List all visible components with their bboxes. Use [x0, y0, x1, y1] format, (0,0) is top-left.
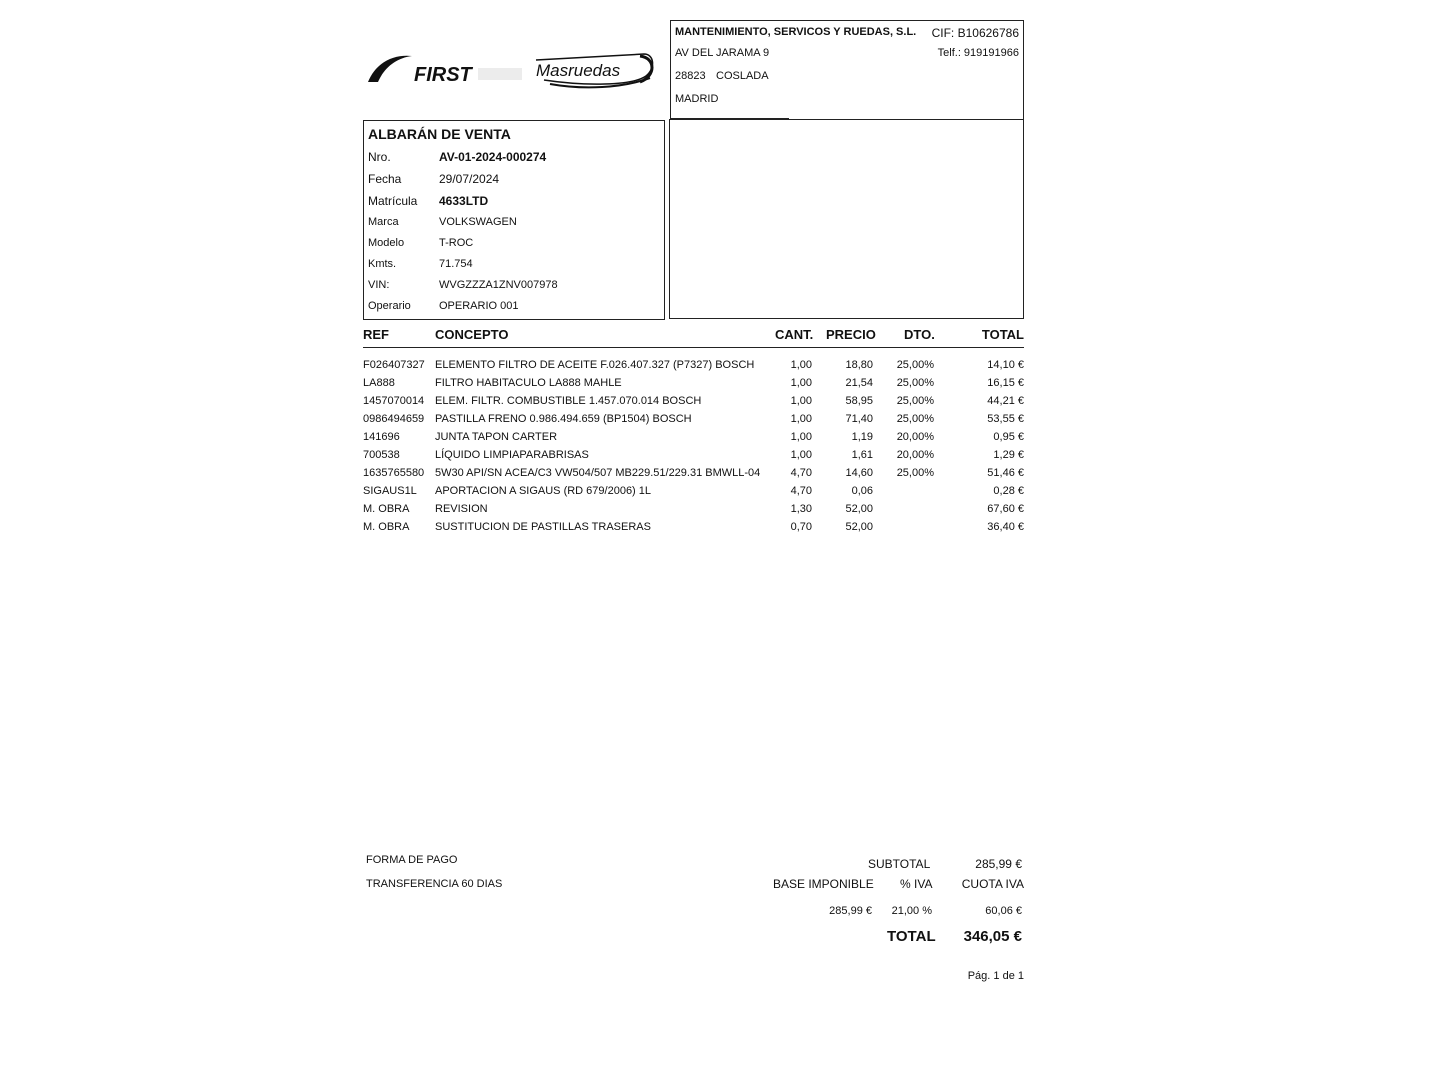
cell-dto: 20,00%	[896, 449, 934, 461]
cell-precio: 58,95	[845, 395, 873, 407]
table-row	[363, 377, 1024, 395]
cell-concepto: ELEMENTO FILTRO DE ACEITE F.026.407.327 (P7327) BOSCH	[435, 359, 755, 371]
cell-concepto: REVISION	[435, 503, 488, 515]
field-value-nro: AV-01-2024-000274	[439, 150, 547, 164]
header-concepto: CONCEPTO	[435, 327, 509, 342]
field-label: Operario	[368, 300, 411, 312]
cell-dto: 25,00%	[896, 359, 934, 371]
customer-address-box	[669, 119, 1024, 319]
header-precio: PRECIO	[826, 327, 876, 342]
cell-ref: 1457070014	[363, 395, 425, 407]
company-address: AV DEL JARAMA 9	[675, 47, 770, 59]
field-row-modelo	[368, 237, 660, 257]
cell-ref: 1635765580	[363, 467, 425, 479]
cell-total: 0,28 €	[993, 485, 1024, 497]
table-row	[363, 485, 1024, 503]
cell-concepto: ELEM. FILTR. COMBUSTIBLE 1.457.070.014 BOSCH	[435, 395, 702, 407]
field-value-matricula: 4633LTD	[439, 194, 489, 208]
field-label: VIN:	[368, 279, 390, 291]
field-label: Kmts.	[368, 258, 397, 270]
cell-cant: 4,70	[790, 467, 812, 479]
table-row	[363, 521, 1024, 539]
field-label: Matrícula	[368, 194, 418, 208]
company-phone: Telf.: 919191966	[937, 47, 1019, 59]
cell-cant: 4,70	[790, 485, 812, 497]
total-value: 346,05 €	[963, 928, 1022, 945]
cell-cant: 1,00	[790, 377, 812, 389]
cell-concepto: 5W30 API/SN ACEA/C3 VW504/507 MB229.51/229.31 BMWLL-04	[435, 467, 761, 479]
cell-concepto: FILTRO HABITACULO LA888 MAHLE	[435, 377, 622, 389]
field-value-marca: VOLKSWAGEN	[439, 216, 517, 228]
cell-total: 36,40 €	[987, 521, 1024, 533]
company-postal-code: 28823	[675, 70, 706, 82]
header-cant: CANT.	[775, 327, 814, 342]
cell-cant: 1,00	[790, 413, 812, 425]
field-value-fecha: 29/07/2024	[439, 172, 500, 186]
cell-ref: 0986494659	[363, 413, 425, 425]
cell-dto: 25,00%	[896, 413, 934, 425]
company-province: MADRID	[675, 93, 719, 105]
field-value-modelo: T-ROC	[439, 237, 474, 249]
cell-dto: 25,00%	[896, 467, 934, 479]
cell-total: 51,46 €	[987, 467, 1024, 479]
base-imponible-value: 285,99 €	[829, 905, 872, 917]
field-row-marca	[368, 216, 660, 236]
cell-dto: 25,00%	[896, 395, 934, 407]
cell-concepto: SUSTITUCION DE PASTILLAS TRASERAS	[435, 521, 651, 533]
table-row	[363, 395, 1024, 413]
logo-masruedas-text: Masruedas	[536, 61, 621, 80]
cell-total: 44,21 €	[987, 395, 1024, 407]
cell-cant: 1,00	[790, 395, 812, 407]
cell-dto: 25,00%	[896, 377, 934, 389]
cell-precio: 1,61	[851, 449, 873, 461]
cuota-iva-label: CUOTA IVA	[961, 877, 1024, 891]
field-row-kmts	[368, 258, 660, 278]
page-number: Pág. 1 de 1	[967, 970, 1024, 982]
company-info-box	[670, 20, 1024, 119]
cell-total: 16,15 €	[987, 377, 1024, 389]
cell-total: 53,55 €	[987, 413, 1024, 425]
cell-dto: 20,00%	[896, 431, 934, 443]
field-row-matricula	[368, 194, 660, 214]
field-value-operario: OPERARIO 001	[439, 300, 519, 312]
field-label: Nro.	[368, 150, 391, 164]
payment-method-label: FORMA DE PAGO	[366, 854, 458, 866]
logo-first-text: FIRST	[414, 64, 472, 86]
company-city: COSLADA	[716, 70, 769, 82]
table-row	[363, 413, 1024, 431]
base-imponible-label: BASE IMPONIBLE	[773, 877, 874, 891]
header-total: TOTAL	[981, 327, 1024, 342]
cell-precio: 71,40	[845, 413, 873, 425]
table-row	[363, 449, 1024, 467]
field-row-vin	[368, 279, 660, 299]
payment-method-value: TRANSFERENCIA 60 DIAS	[366, 878, 503, 890]
cell-cant: 1,00	[790, 431, 812, 443]
cell-total: 14,10 €	[987, 359, 1024, 371]
subtotal-value: 285,99 €	[975, 857, 1022, 871]
cell-concepto: PASTILLA FRENO 0.986.494.659 (BP1504) BOSCH	[435, 413, 692, 425]
table-row	[363, 431, 1024, 449]
cell-precio: 1,19	[851, 431, 873, 443]
cell-precio: 21,54	[845, 377, 873, 389]
cell-ref: M. OBRA	[363, 521, 410, 533]
cell-precio: 52,00	[845, 503, 873, 515]
cell-ref: 700538	[363, 449, 400, 461]
subtotal-label: SUBTOTAL	[868, 857, 931, 871]
cell-ref: LA888	[363, 377, 395, 389]
company-cif: CIF: B10626786	[931, 26, 1019, 40]
cell-precio: 0,06	[851, 485, 873, 497]
cell-total: 0,95 €	[993, 431, 1024, 443]
field-value-vin: WVGZZZA1ZNV007978	[439, 279, 558, 291]
field-row-fecha	[368, 172, 660, 192]
albaran-title: ALBARÁN DE VENTA	[368, 126, 511, 142]
cell-concepto: LÍQUIDO LIMPIAPARABRISAS	[435, 449, 589, 461]
cell-total: 67,60 €	[987, 503, 1024, 515]
field-value-kmts: 71.754	[439, 258, 473, 270]
field-label: Marca	[368, 216, 399, 228]
cell-ref: 141696	[363, 431, 400, 443]
cell-concepto: APORTACION A SIGAUS (RD 679/2006) 1L	[435, 485, 652, 497]
cell-cant: 1,30	[790, 503, 812, 515]
header-dto: DTO.	[904, 327, 935, 342]
cell-total: 1,29 €	[993, 449, 1024, 461]
cell-ref: SIGAUS1L	[363, 485, 417, 497]
cell-cant: 0,70	[790, 521, 812, 533]
albaran-info-box	[363, 120, 665, 320]
table-row	[363, 467, 1024, 485]
cuota-iva-value: 60,06 €	[985, 905, 1022, 917]
field-label: Modelo	[368, 237, 405, 249]
iva-pct-label: % IVA	[900, 877, 933, 891]
cell-cant: 1,00	[790, 449, 812, 461]
cell-precio: 14,60	[845, 467, 873, 479]
cell-ref: M. OBRA	[363, 503, 410, 515]
iva-pct-value: 21,00 %	[891, 905, 932, 917]
cell-concepto: JUNTA TAPON CARTER	[435, 431, 558, 443]
company-name: MANTENIMIENTO, SERVICOS Y RUEDAS, S.L.	[675, 26, 917, 38]
field-row-nro	[368, 150, 660, 170]
field-row-operario	[368, 300, 660, 320]
line-items-header	[363, 325, 1024, 348]
cell-ref: F026407327	[363, 359, 425, 371]
cell-cant: 1,00	[790, 359, 812, 371]
cell-precio: 18,80	[845, 359, 873, 371]
cell-precio: 52,00	[845, 521, 873, 533]
table-row	[363, 503, 1024, 521]
table-row	[363, 359, 1024, 377]
header-ref: REF	[363, 327, 389, 342]
total-label: TOTAL	[887, 928, 936, 945]
company-logo	[364, 48, 660, 94]
field-label: Fecha	[368, 172, 402, 186]
